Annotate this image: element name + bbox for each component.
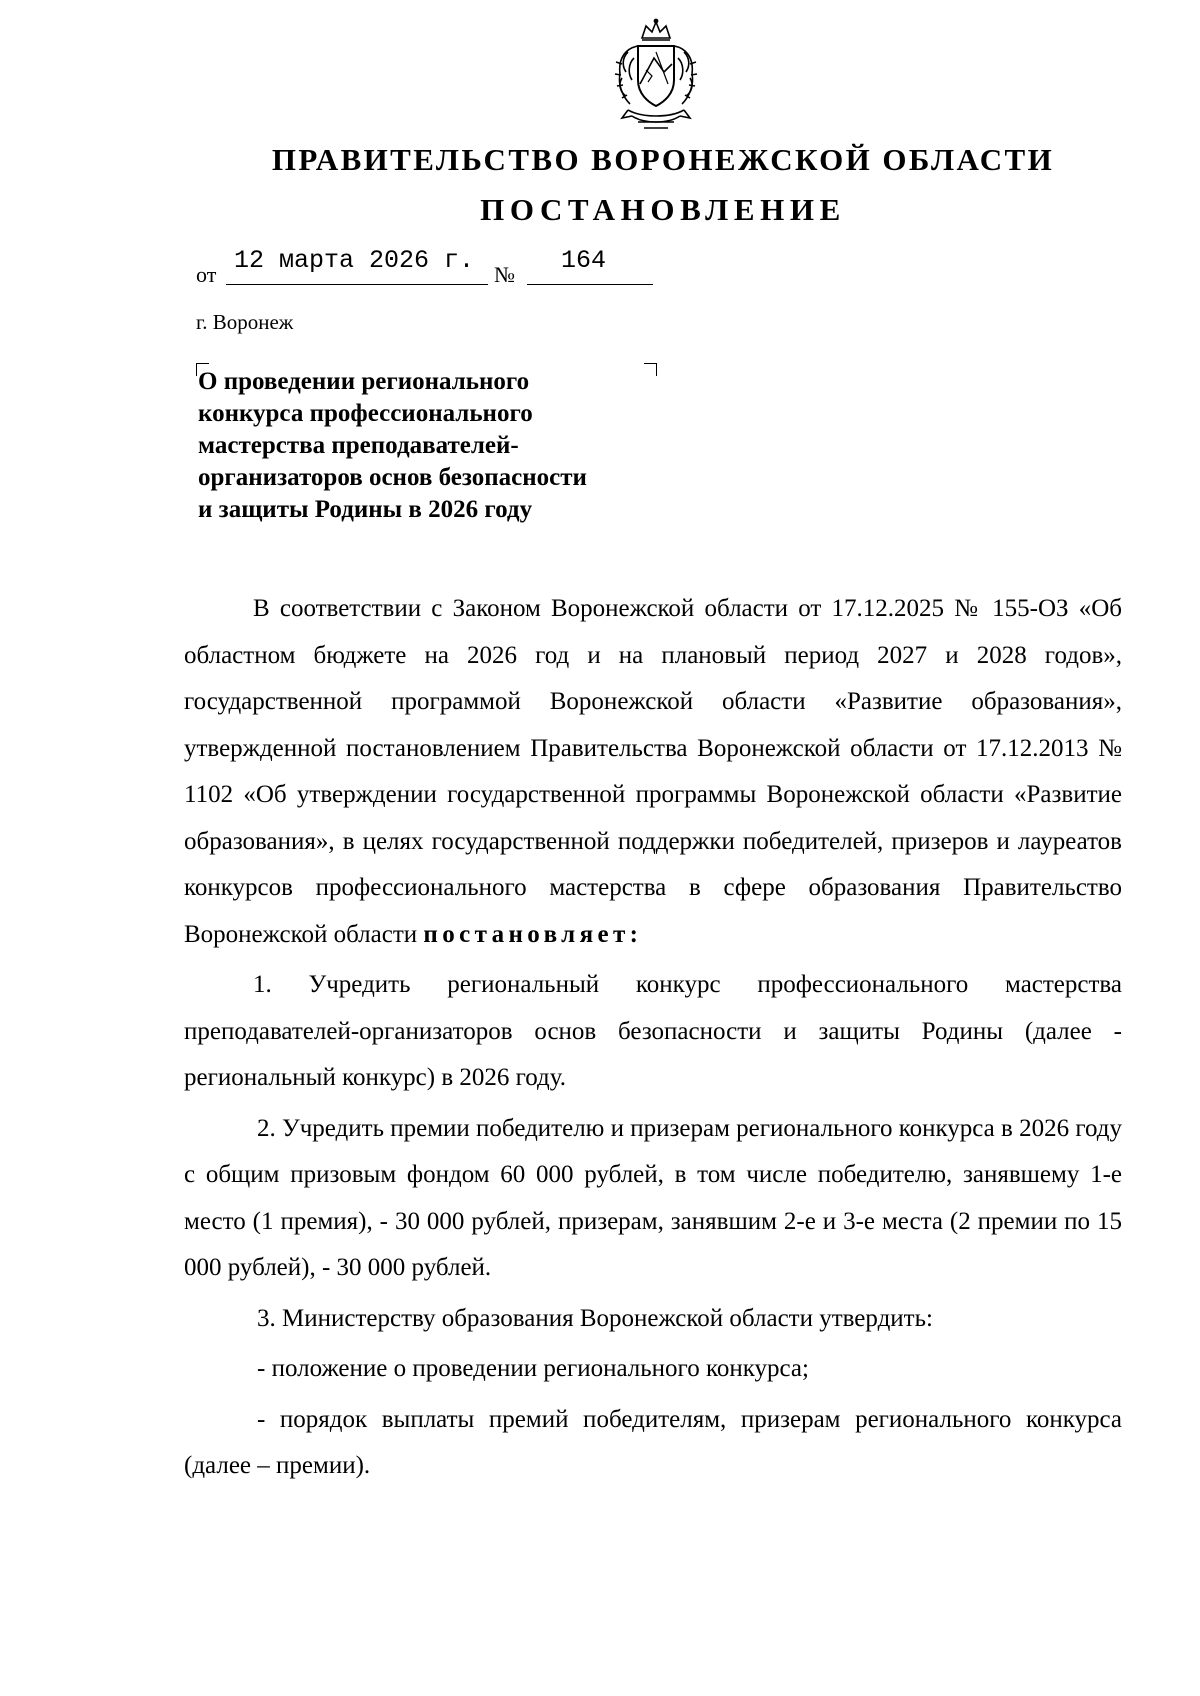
document-number: 164 [561,246,607,275]
title-line: организаторов основ безопасности [198,464,587,491]
preamble-paragraph [184,586,1122,958]
coat-of-arms-icon [608,18,704,134]
date-field [226,246,488,285]
number-field [527,246,653,285]
title-line: и защиты Родины в 2026 году [198,496,533,523]
document-type: ПОСТАНОВЛЕНИЕ [480,192,846,227]
item-1-paragraph: 1. Учредить региональный конкурс профессионального мастерства преподавателей-организаторов основ безопасности и защиты Родины (далее - региональный конкурс) в 2026 году. [184,971,1122,1091]
document-date-line [196,246,656,288]
preamble-text: В соответствии с Законом Воронежской области от 17.12.2025 № 155-ОЗ «Об областном бюджете на 2026 год и на плановый период 2027 и 2028 годов», государственной программой Воронежской области «Развитие образования», утвержденной постановлением Правительства Воронежской области от 17.12.2013 № 1102 «Об утверждении государственной программы Воронежской области «Развитие образования», в целях государственной поддержки победителей, призеров и лауреатов конкурсов профессионального мастерства в сфере образования Правительство Воронежской области [184,595,1122,948]
item-3-subitem: - положение о проведении регионального конкурса; [257,1355,809,1382]
document-city: г. Воронеж [196,310,294,334]
number-sign-label: № [494,262,515,287]
title-line: конкурса профессионального [198,400,533,427]
organization-name: ПРАВИТЕЛЬСТВО ВОРОНЕЖСКОЙ ОБЛАСТИ [271,142,1055,177]
document-date: 12 марта 2026 г. [234,246,475,275]
title-line: О проведении регионального [198,368,530,395]
document-body [184,586,1122,1490]
item-3-subitem: - порядок выплаты премий победителям, призерам регионального конкурса (далее – премии). [184,1405,1122,1479]
document-title [198,366,658,526]
resolves-keyword: постановляет: [423,920,643,948]
item-3-paragraph: 3. Министерству образования Воронежской области утвердить: [257,1304,933,1332]
title-line: мастерства преподавателей- [198,432,519,459]
item-2-paragraph: 2. Учредить премии победителю и призерам регионального конкурса в 2026 году с общим призовым фондом 60 000 рублей, в том числе победителю, занявшему 1-е место (1 премия), - 30 000 рублей, призерам, занявшим 2-е и 3-е места (2 премии по 15 000 рублей), - 30 000 рублей. [184,1114,1122,1281]
date-prefix-label: от [196,262,217,287]
